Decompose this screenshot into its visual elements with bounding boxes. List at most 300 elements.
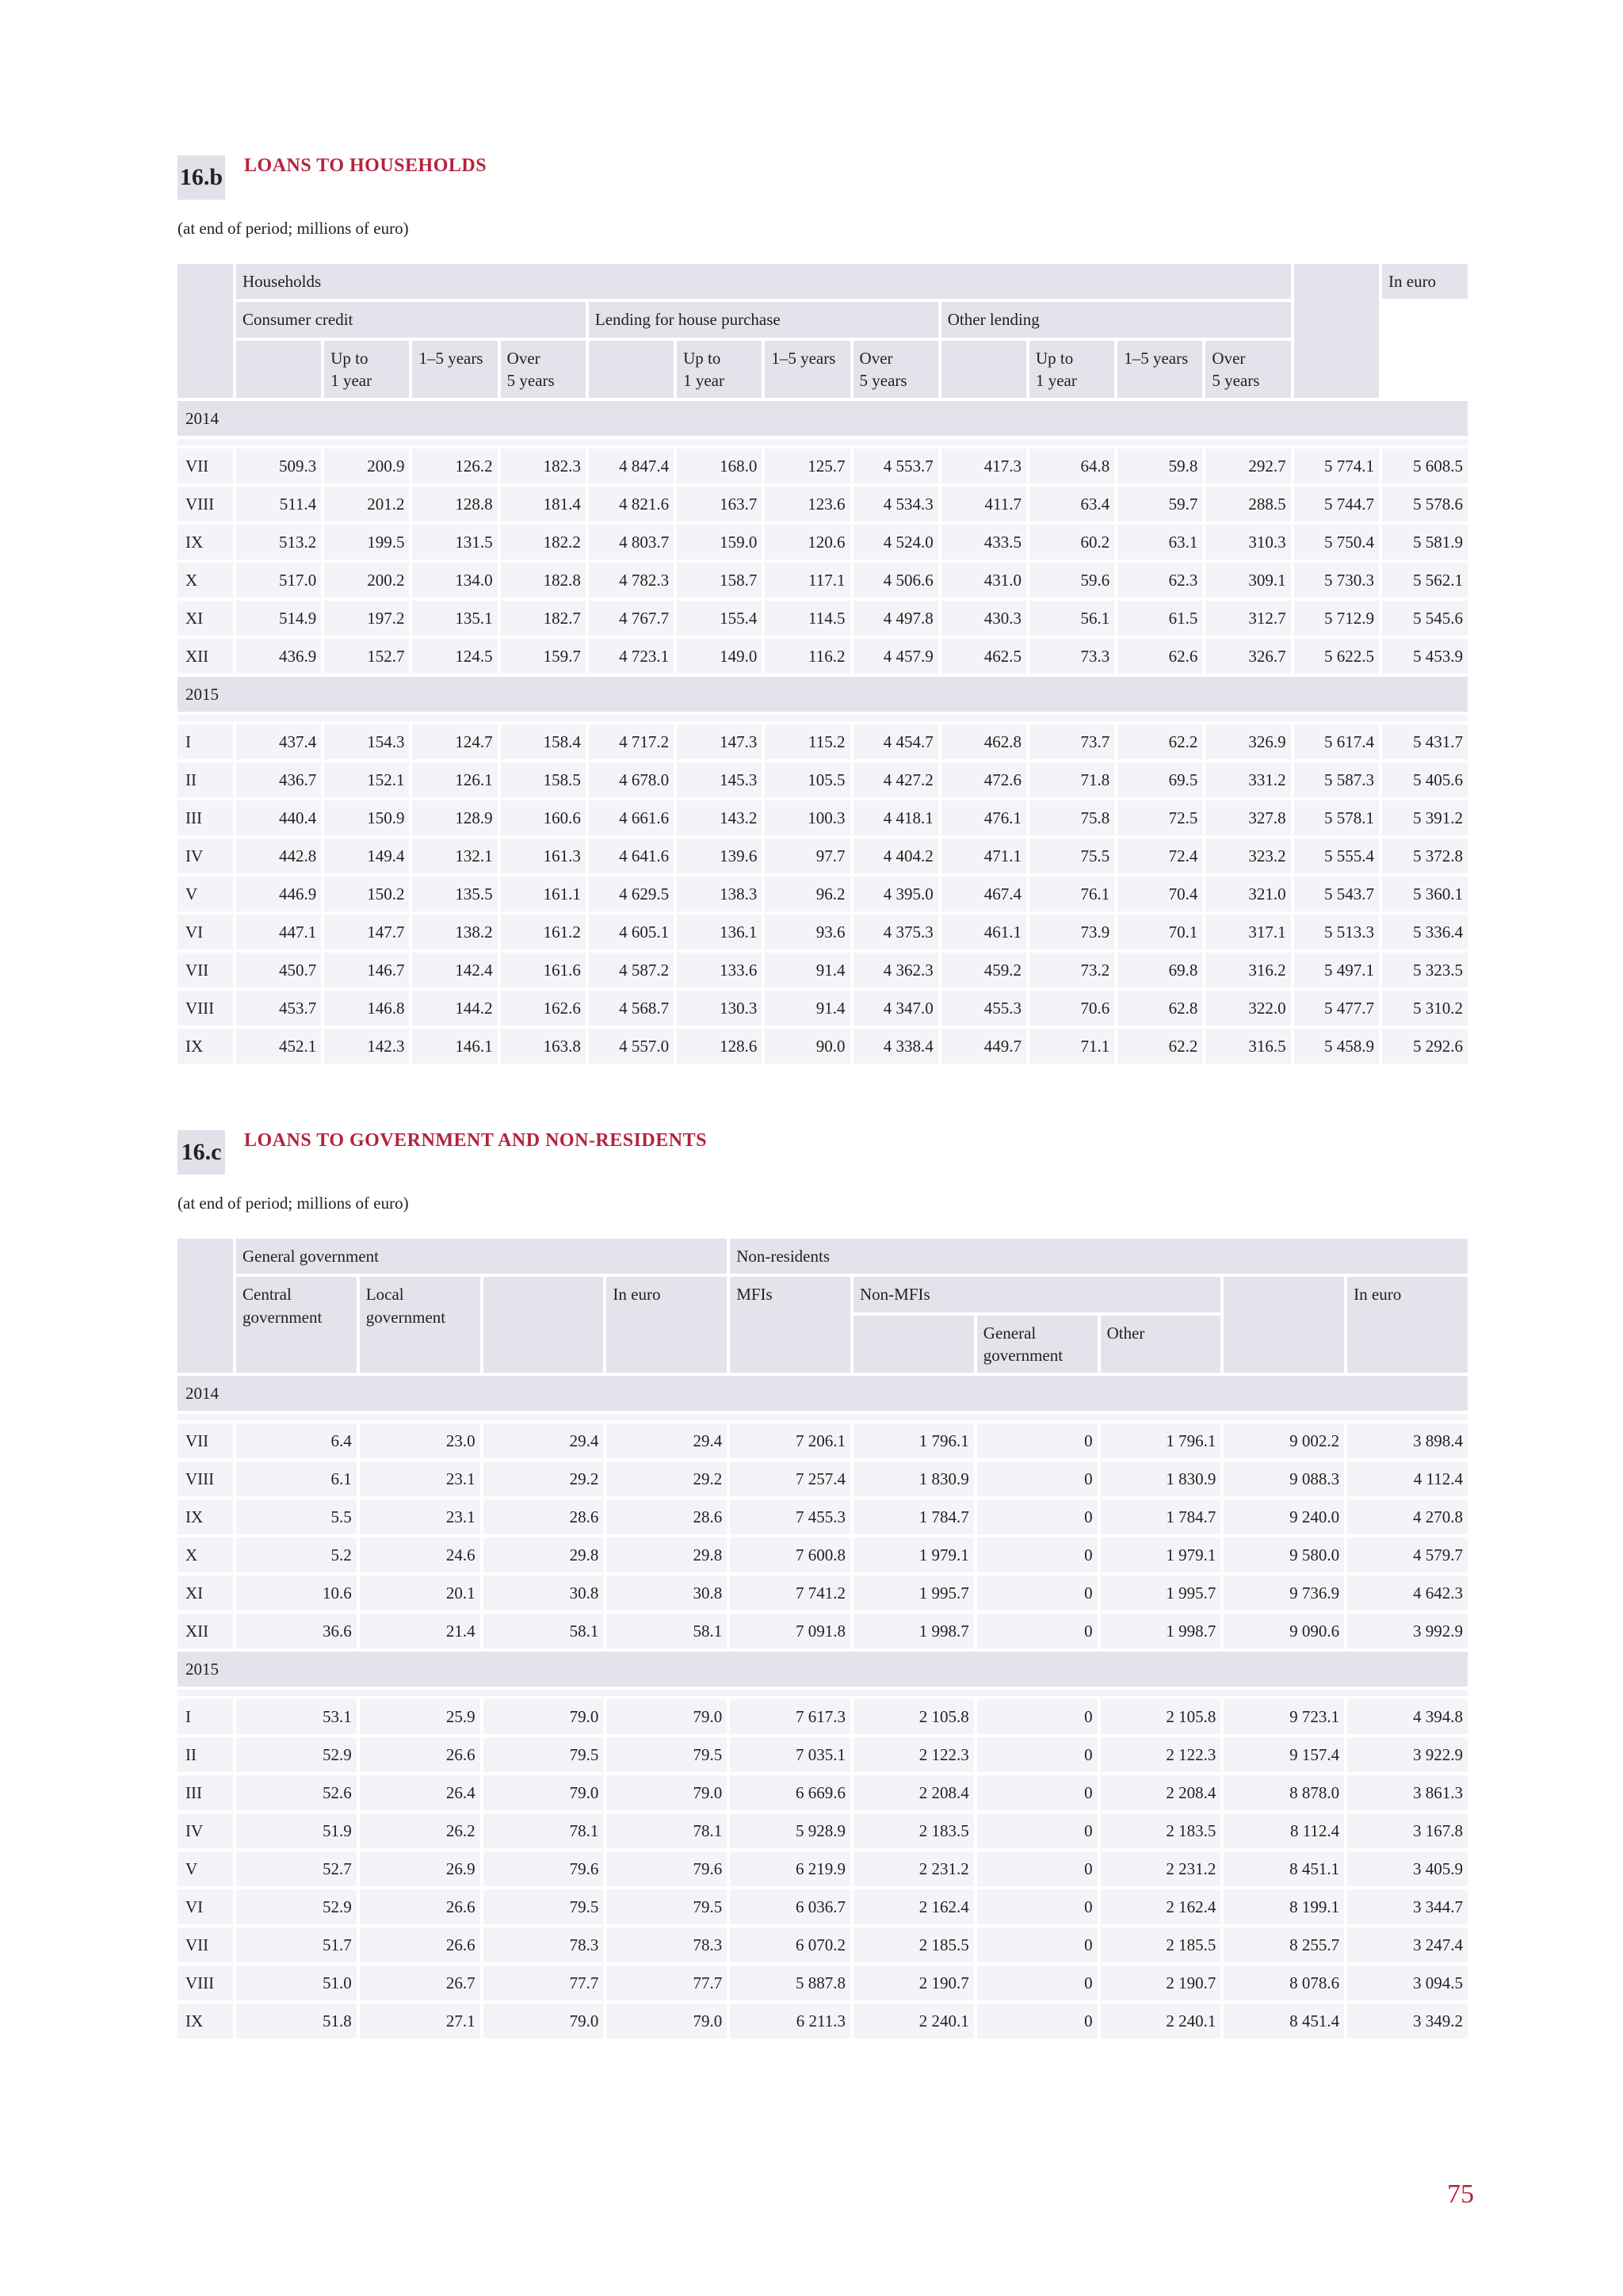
data-cell: 436.7 (236, 762, 321, 797)
month-label: IX (178, 1029, 233, 1064)
data-cell: 28.6 (606, 1499, 727, 1534)
data-cell: 4 661.6 (589, 800, 674, 835)
data-cell: 433.5 (941, 525, 1026, 560)
month-label: VI (178, 1889, 233, 1924)
data-cell: 1 796.1 (854, 1423, 974, 1458)
section-title: LOANS TO GOVERNMENT AND NON-RESIDENTS (244, 1130, 707, 1151)
table-row (178, 839, 1468, 873)
table-row (178, 1576, 1468, 1610)
data-cell: 5 497.1 (1294, 953, 1379, 988)
table-row (178, 1889, 1468, 1924)
data-cell: 69.8 (1117, 953, 1202, 988)
data-cell: 2 240.1 (854, 2004, 974, 2038)
data-cell: 1 998.7 (854, 1614, 974, 1648)
data-cell: 90.0 (765, 1029, 850, 1064)
data-cell: 8 112.4 (1224, 1813, 1344, 1848)
data-cell: 292.7 (1205, 449, 1290, 483)
data-cell: 163.8 (501, 1029, 586, 1064)
data-cell: 0 (977, 1538, 1098, 1572)
data-cell: 5.2 (236, 1538, 357, 1572)
data-cell: 72.4 (1117, 839, 1202, 873)
header-cc-over5: Over 5 years (501, 341, 586, 399)
table-row (178, 1029, 1468, 1064)
data-cell: 323.2 (1205, 839, 1290, 873)
data-cell: 29.8 (483, 1538, 604, 1572)
header-households: Households (236, 264, 1291, 299)
data-cell: 3 344.7 (1347, 1889, 1468, 1924)
data-cell: 453.7 (236, 991, 321, 1026)
year-label: 2014 (178, 401, 1468, 436)
month-label: IX (178, 1499, 233, 1534)
data-cell: 124.5 (412, 639, 497, 674)
year-row (178, 1376, 1468, 1411)
data-cell: 517.0 (236, 563, 321, 598)
section-loans-to-government (178, 1125, 1474, 2042)
data-cell: 6 070.2 (730, 1927, 850, 1962)
data-cell: 69.5 (1117, 762, 1202, 797)
data-cell: 0 (977, 2004, 1098, 2038)
data-cell: 4 821.6 (589, 487, 674, 521)
month-label: VIII (178, 1966, 233, 2000)
data-cell: 2 122.3 (854, 1737, 974, 1772)
data-cell: 138.3 (677, 877, 762, 911)
data-cell: 0 (977, 1966, 1098, 2000)
data-cell: 146.1 (412, 1029, 497, 1064)
data-cell: 316.5 (1205, 1029, 1290, 1064)
data-cell: 59.8 (1117, 449, 1202, 483)
year-row (178, 1652, 1468, 1687)
data-cell: 4 803.7 (589, 525, 674, 560)
government-table (174, 1236, 1471, 2042)
data-cell: 158.7 (677, 563, 762, 598)
data-cell: 2 208.4 (1101, 1775, 1221, 1810)
data-cell: 2 190.7 (854, 1966, 974, 2000)
data-cell: 105.5 (765, 762, 850, 797)
month-label: VII (178, 1927, 233, 1962)
header-ol-upto1: Up to 1 year (1029, 341, 1114, 399)
header-non-mfis: Non-MFIs (854, 1277, 1220, 1312)
data-cell: 161.1 (501, 877, 586, 911)
data-cell: 2 183.5 (854, 1813, 974, 1848)
data-cell: 3 247.4 (1347, 1927, 1468, 1962)
data-cell: 326.9 (1205, 724, 1290, 759)
data-cell: 73.2 (1029, 953, 1114, 988)
data-cell: 321.0 (1205, 877, 1290, 911)
data-cell: 149.0 (677, 639, 762, 674)
data-cell: 25.9 (360, 1699, 480, 1734)
header-cc-total (236, 341, 321, 399)
data-cell: 79.0 (483, 2004, 604, 2038)
data-cell: 4 362.3 (854, 953, 938, 988)
data-cell: 6 669.6 (730, 1775, 850, 1810)
data-cell: 79.0 (606, 1775, 727, 1810)
data-cell: 159.0 (677, 525, 762, 560)
data-cell: 430.3 (941, 601, 1026, 636)
data-cell: 150.9 (324, 800, 409, 835)
table-row (178, 1966, 1468, 2000)
data-cell: 29.8 (606, 1538, 727, 1572)
data-cell: 182.8 (501, 563, 586, 598)
data-cell: 316.2 (1205, 953, 1290, 988)
data-cell: 4 641.6 (589, 839, 674, 873)
table-row (178, 1499, 1468, 1534)
data-cell: 0 (977, 1737, 1098, 1772)
data-cell: 2 105.8 (1101, 1699, 1221, 1734)
data-cell: 4 497.8 (854, 601, 938, 636)
data-cell: 4 678.0 (589, 762, 674, 797)
month-label: I (178, 1699, 233, 1734)
data-cell: 0 (977, 1889, 1098, 1924)
data-cell: 72.5 (1117, 800, 1202, 835)
month-label: VI (178, 915, 233, 949)
data-cell: 9 240.0 (1224, 1499, 1344, 1534)
data-cell: 26.7 (360, 1966, 480, 2000)
data-cell: 161.2 (501, 915, 586, 949)
table-row (178, 1699, 1468, 1734)
data-cell: 20.1 (360, 1576, 480, 1610)
header-hp-upto1: Up to 1 year (677, 341, 762, 399)
data-cell: 5 477.7 (1294, 991, 1379, 1026)
data-cell: 23.1 (360, 1499, 480, 1534)
header-hp-over5: Over 5 years (854, 341, 938, 399)
data-cell: 2 162.4 (1101, 1889, 1221, 1924)
month-label: XI (178, 1576, 233, 1610)
data-cell: 133.6 (677, 953, 762, 988)
data-cell: 182.7 (501, 601, 586, 636)
data-cell: 162.6 (501, 991, 586, 1026)
data-cell: 26.4 (360, 1775, 480, 1810)
data-cell: 9 580.0 (1224, 1538, 1344, 1572)
month-label: IV (178, 839, 233, 873)
data-cell: 8 451.1 (1224, 1851, 1344, 1886)
data-cell: 132.1 (412, 839, 497, 873)
data-cell: 130.3 (677, 991, 762, 1026)
data-cell: 29.2 (606, 1461, 727, 1496)
data-cell: 2 162.4 (854, 1889, 974, 1924)
data-cell: 2 185.5 (854, 1927, 974, 1962)
data-cell: 128.9 (412, 800, 497, 835)
data-cell: 8 078.6 (1224, 1966, 1344, 2000)
data-cell: 2 231.2 (854, 1851, 974, 1886)
data-cell: 5 581.9 (1382, 525, 1468, 560)
data-cell: 51.8 (236, 2004, 357, 2038)
data-cell: 62.8 (1117, 991, 1202, 1026)
data-cell: 4 394.8 (1347, 1699, 1468, 1734)
data-cell: 200.9 (324, 449, 409, 483)
table-row (178, 1461, 1468, 1496)
data-cell: 7 206.1 (730, 1423, 850, 1458)
header-ol-over5: Over 5 years (1205, 341, 1290, 399)
data-cell: 26.6 (360, 1927, 480, 1962)
data-cell: 5 617.4 (1294, 724, 1379, 759)
data-cell: 446.9 (236, 877, 321, 911)
header-in-euro: In euro (1382, 264, 1468, 299)
data-cell: 97.7 (765, 839, 850, 873)
month-label: I (178, 724, 233, 759)
data-cell: 52.9 (236, 1889, 357, 1924)
data-cell: 4 767.7 (589, 601, 674, 636)
data-cell: 76.1 (1029, 877, 1114, 911)
data-cell: 28.6 (483, 1499, 604, 1534)
year-row (178, 677, 1468, 712)
data-cell: 79.5 (606, 1737, 727, 1772)
data-cell: 161.6 (501, 953, 586, 988)
data-cell: 0 (977, 1927, 1098, 1962)
data-cell: 154.3 (324, 724, 409, 759)
data-cell: 29.4 (606, 1423, 727, 1458)
table-row (178, 1851, 1468, 1886)
year-row (178, 401, 1468, 436)
data-cell: 4 454.7 (854, 724, 938, 759)
header-consumer-credit: Consumer credit (236, 302, 586, 337)
data-cell: 26.6 (360, 1737, 480, 1772)
data-cell: 21.4 (360, 1614, 480, 1648)
spacer-cell (178, 715, 1468, 721)
data-cell: 199.5 (324, 525, 409, 560)
data-cell: 135.5 (412, 877, 497, 911)
data-cell: 115.2 (765, 724, 850, 759)
data-cell: 7 617.3 (730, 1699, 850, 1734)
data-cell: 79.5 (483, 1737, 604, 1772)
data-cell: 73.3 (1029, 639, 1114, 674)
data-cell: 4 112.4 (1347, 1461, 1468, 1496)
header-gg-total (483, 1277, 604, 1373)
data-cell: 5 712.9 (1294, 601, 1379, 636)
data-cell: 4 782.3 (589, 563, 674, 598)
data-cell: 27.1 (360, 2004, 480, 2038)
data-cell: 146.8 (324, 991, 409, 1026)
data-cell: 1 995.7 (854, 1576, 974, 1610)
data-cell: 4 587.2 (589, 953, 674, 988)
header-ol-1to5: 1–5 years (1117, 341, 1202, 399)
data-cell: 4 847.4 (589, 449, 674, 483)
table-row (178, 877, 1468, 911)
month-label: X (178, 1538, 233, 1572)
data-cell: 71.8 (1029, 762, 1114, 797)
data-cell: 51.7 (236, 1927, 357, 1962)
data-cell: 79.6 (483, 1851, 604, 1886)
month-label: X (178, 563, 233, 598)
data-cell: 126.1 (412, 762, 497, 797)
data-cell: 159.7 (501, 639, 586, 674)
data-cell: 91.4 (765, 991, 850, 1026)
data-cell: 3 922.9 (1347, 1737, 1468, 1772)
spacer-row (178, 1690, 1468, 1696)
data-cell: 471.1 (941, 839, 1026, 873)
year-label: 2014 (178, 1376, 1468, 1411)
data-cell: 317.1 (1205, 915, 1290, 949)
data-cell: 149.4 (324, 839, 409, 873)
table-row (178, 525, 1468, 560)
data-cell: 136.1 (677, 915, 762, 949)
table-row (178, 915, 1468, 949)
data-cell: 24.6 (360, 1538, 480, 1572)
spacer-cell (178, 439, 1468, 445)
data-cell: 3 349.2 (1347, 2004, 1468, 2038)
data-cell: 4 629.5 (589, 877, 674, 911)
data-cell: 2 183.5 (1101, 1813, 1221, 1848)
data-cell: 79.5 (483, 1889, 604, 1924)
data-cell: 442.8 (236, 839, 321, 873)
data-cell: 147.3 (677, 724, 762, 759)
data-cell: 459.2 (941, 953, 1026, 988)
data-cell: 5 928.9 (730, 1813, 850, 1848)
month-label: III (178, 1775, 233, 1810)
month-label: VIII (178, 1461, 233, 1496)
table-row (178, 800, 1468, 835)
data-cell: 0 (977, 1614, 1098, 1648)
data-cell: 52.6 (236, 1775, 357, 1810)
header-other-lending: Other lending (941, 302, 1291, 337)
data-cell: 7 455.3 (730, 1499, 850, 1534)
data-cell: 71.1 (1029, 1029, 1114, 1064)
data-cell: 134.0 (412, 563, 497, 598)
data-cell: 4 605.1 (589, 915, 674, 949)
month-label: XII (178, 639, 233, 674)
month-label: II (178, 762, 233, 797)
data-cell: 114.5 (765, 601, 850, 636)
data-cell: 79.0 (606, 1699, 727, 1734)
data-cell: 5 292.6 (1382, 1029, 1468, 1064)
data-cell: 26.2 (360, 1813, 480, 1848)
households-table (174, 261, 1471, 1067)
data-cell: 5 513.3 (1294, 915, 1379, 949)
data-cell: 158.4 (501, 724, 586, 759)
month-label: VII (178, 953, 233, 988)
month-label: VIII (178, 487, 233, 521)
data-cell: 60.2 (1029, 525, 1114, 560)
data-cell: 1 784.7 (1101, 1499, 1221, 1534)
data-cell: 0 (977, 1423, 1098, 1458)
data-cell: 3 405.9 (1347, 1851, 1468, 1886)
data-cell: 462.5 (941, 639, 1026, 674)
data-cell: 116.2 (765, 639, 850, 674)
data-cell: 7 035.1 (730, 1737, 850, 1772)
data-cell: 5.5 (236, 1499, 357, 1534)
data-cell: 4 723.1 (589, 639, 674, 674)
page-number: 75 (1447, 2179, 1474, 2209)
data-cell: 467.4 (941, 877, 1026, 911)
table-row (178, 601, 1468, 636)
data-cell: 411.7 (941, 487, 1026, 521)
data-cell: 79.0 (606, 2004, 727, 2038)
section-subtitle: (at end of period; millions of euro) (178, 1194, 409, 1213)
data-cell: 4 568.7 (589, 991, 674, 1026)
data-cell: 142.3 (324, 1029, 409, 1064)
data-cell: 514.9 (236, 601, 321, 636)
data-cell: 327.8 (1205, 800, 1290, 835)
data-cell: 124.7 (412, 724, 497, 759)
data-cell: 70.1 (1117, 915, 1202, 949)
data-cell: 1 979.1 (854, 1538, 974, 1572)
section-header (178, 1125, 1474, 1178)
data-cell: 5 310.2 (1382, 991, 1468, 1026)
data-cell: 1 979.1 (1101, 1538, 1221, 1572)
data-cell: 437.4 (236, 724, 321, 759)
data-cell: 322.0 (1205, 991, 1290, 1026)
data-cell: 125.7 (765, 449, 850, 483)
data-cell: 52.7 (236, 1851, 357, 1886)
month-label: VII (178, 449, 233, 483)
data-cell: 3 898.4 (1347, 1423, 1468, 1458)
data-cell: 312.7 (1205, 601, 1290, 636)
data-cell: 4 270.8 (1347, 1499, 1468, 1534)
data-cell: 436.9 (236, 639, 321, 674)
data-cell: 30.8 (606, 1576, 727, 1610)
data-cell: 78.1 (606, 1813, 727, 1848)
data-cell: 70.6 (1029, 991, 1114, 1026)
data-cell: 4 427.2 (854, 762, 938, 797)
data-cell: 152.1 (324, 762, 409, 797)
data-cell: 2 208.4 (854, 1775, 974, 1810)
header-non-mfis-other: Other (1101, 1316, 1221, 1373)
data-cell: 5 750.4 (1294, 525, 1379, 560)
data-cell: 449.7 (941, 1029, 1026, 1064)
data-cell: 7 741.2 (730, 1576, 850, 1610)
data-cell: 79.6 (606, 1851, 727, 1886)
data-cell: 59.7 (1117, 487, 1202, 521)
data-cell: 462.8 (941, 724, 1026, 759)
data-cell: 1 796.1 (1101, 1423, 1221, 1458)
table-row (178, 1813, 1468, 1848)
data-cell: 4 717.2 (589, 724, 674, 759)
data-cell: 158.5 (501, 762, 586, 797)
data-cell: 181.4 (501, 487, 586, 521)
month-label: II (178, 1737, 233, 1772)
month-label: XII (178, 1614, 233, 1648)
data-cell: 509.3 (236, 449, 321, 483)
data-cell: 120.6 (765, 525, 850, 560)
data-cell: 4 579.7 (1347, 1538, 1468, 1572)
data-cell: 26.9 (360, 1851, 480, 1886)
section-subtitle: (at end of period; millions of euro) (178, 219, 409, 238)
month-label: VIII (178, 991, 233, 1026)
data-cell: 5 578.6 (1382, 487, 1468, 521)
data-cell: 7 257.4 (730, 1461, 850, 1496)
data-cell: 4 395.0 (854, 877, 938, 911)
data-cell: 73.7 (1029, 724, 1114, 759)
data-cell: 26.6 (360, 1889, 480, 1924)
data-cell: 8 255.7 (1224, 1927, 1344, 1962)
data-cell: 5 431.7 (1382, 724, 1468, 759)
data-cell: 91.4 (765, 953, 850, 988)
data-cell: 9 002.2 (1224, 1423, 1344, 1458)
header-central-government: Central government (236, 1277, 357, 1373)
data-cell: 182.2 (501, 525, 586, 560)
data-cell: 144.2 (412, 991, 497, 1026)
data-cell: 100.3 (765, 800, 850, 835)
data-cell: 58.1 (606, 1614, 727, 1648)
data-cell: 5 887.8 (730, 1966, 850, 2000)
data-cell: 0 (977, 1813, 1098, 1848)
table-row (178, 1423, 1468, 1458)
data-cell: 2 185.5 (1101, 1927, 1221, 1962)
data-cell: 461.1 (941, 915, 1026, 949)
data-cell: 5 608.5 (1382, 449, 1468, 483)
data-cell: 4 642.3 (1347, 1576, 1468, 1610)
data-cell: 511.4 (236, 487, 321, 521)
data-cell: 1 998.7 (1101, 1614, 1221, 1648)
data-cell: 7 600.8 (730, 1538, 850, 1572)
data-cell: 5 458.9 (1294, 1029, 1379, 1064)
data-cell: 147.7 (324, 915, 409, 949)
data-cell: 6 036.7 (730, 1889, 850, 1924)
data-cell: 2 231.2 (1101, 1851, 1221, 1886)
data-cell: 431.0 (941, 563, 1026, 598)
table-row (178, 449, 1468, 483)
data-cell: 79.0 (483, 1699, 604, 1734)
table-row (178, 991, 1468, 1026)
